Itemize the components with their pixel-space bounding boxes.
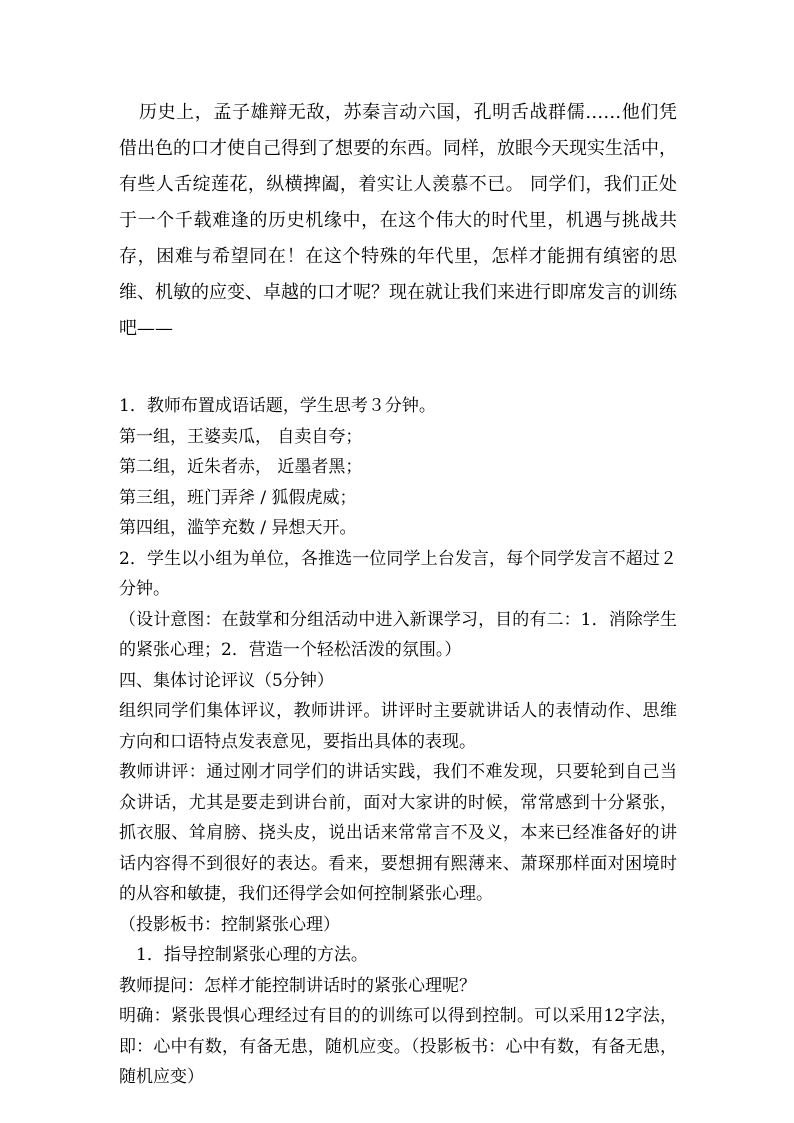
teacher-comment: 教师讲评：通过刚才同学们的讲话实践，我们不难发现，只要轮到自己当众讲话，尤其是要走到讲台前，面对大家讲的时候，常常感到十分紧张，抓衣服、耸肩膀、挠头皮，说出话来常常言不及义，本来已经准备好的讲话内容得不到很好的表达。看来，要想拥有熙薄来、萧琛那样面对困境时的从容和敏捷，我们还得学会如何控制紧张心理。 bbox=[119, 762, 677, 904]
step-2: 2．学生以小组为单位，各推选一位同学上台发言，每个同学发言不超过２分钟。 bbox=[119, 548, 677, 599]
section-4-heading: 四、集体讨论评议（5分钟） bbox=[119, 670, 334, 691]
group-2: 第二组，近朱者赤， 近墨者黑； bbox=[119, 457, 363, 477]
step-1: 1．教师布置成语话题，学生思考３分钟。 bbox=[119, 396, 436, 416]
projection-note-1: （投影板书：控制紧张心理） bbox=[119, 914, 340, 935]
document-page bbox=[119, 95, 677, 1093]
group-1: 第一组，王婆卖瓜， 自卖自夸； bbox=[119, 426, 363, 447]
group-4: 第四组，滥竽充数 / 异想天开。 bbox=[119, 518, 357, 538]
organize-paragraph: 组织同学们集体评议，教师讲评。讲评时主要就讲话人的表情动作、思维方向和口语特点发表意见，要指出具体的表现。 bbox=[119, 701, 677, 752]
design-intent: （设计意图：在鼓掌和分组活动中进入新课学习，目的有二：1．消除学生的紧张心理；2．营造一个轻松活泼的氛围。） bbox=[119, 609, 677, 660]
paragraph-gap bbox=[119, 347, 677, 391]
group-3: 第三组，班门弄斧 / 狐假虎威； bbox=[119, 487, 357, 508]
answer-paragraph: 明确：紧张畏惧心理经过有目的的训练可以得到控制。可以采用12字法，即：心中有数，有备无患，随机应变。（投影板书：心中有数，有备无患，随机应变） bbox=[119, 1006, 677, 1087]
intro-paragraph: 历史上，孟子雄辩无敌，苏秦言动六国，孔明舌战群儒……他们凭借出色的口才使自己得到了想要的东西。同样，放眼今天现实生活中，有些人舌绽莲花，纵横捭阖，着实让人羡慕不已。 同学们，我们正处于一个千载难逢的历史机缘中，在这个伟大的时代里，机遇与挑战共存，困难与希望同在！在这个特殊的年代里，怎样才能拥有缜密的思维、机敏的应变、卓越的口才呢？现在就让我们来进行即席发言的训练吧—— bbox=[119, 102, 677, 339]
teacher-question: 教师提问：怎样才能控制讲话时的紧张心理呢？ bbox=[119, 975, 476, 996]
guide-item-1: 1．指导控制紧张心理的方法。 bbox=[136, 945, 368, 965]
